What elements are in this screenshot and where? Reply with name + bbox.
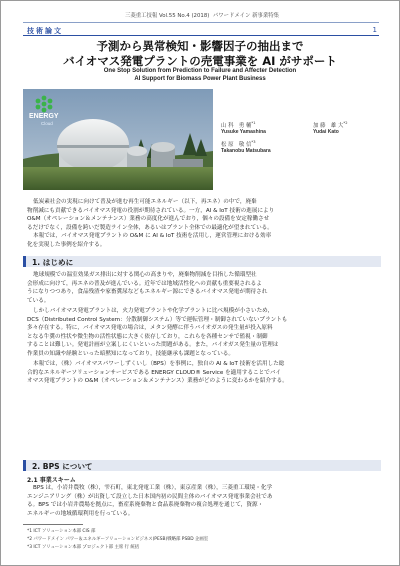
author-1-en: Yusuke Yamashina [221, 129, 266, 135]
title-en-line2: AI Support for Biomass Power Plant Business [134, 76, 266, 82]
section-2-body: BPS は，小岩井農牧（株），雫石町，東北発電工業（株），東京産業（株），三菱重工環境・化学 エンジニアリング（株）が出資して設立した日本国内初の民間主体のバイオマス発電事業会社であ る。BPS では小岩井農場を拠点に，畜産系廃棄物と食品系廃棄物の複合処理を通じて，資源・ エネルギーの地域循環利用を行っている。 [27, 485, 273, 517]
footnote-2: *2 パワードメイン パワー＆エネルギーソリューションビジネス(PESB)戦略部 PSBD 企画室 [27, 537, 209, 542]
journal-name: 三菱重工技報 Vol.55 No.4 (2018) [124, 13, 210, 19]
section-tag-rule [23, 35, 379, 36]
author-2-en: Yudai Kato [313, 129, 339, 135]
footnote-1: *1 ICT ソリューション本部 CIS 部 [27, 529, 96, 534]
logo-text: ENERGY [29, 113, 59, 120]
section-tag: 技術論文 [27, 27, 63, 35]
section-1-heading: 1. はじめに [23, 256, 381, 267]
title-jp-line2: バイオマス発電プラントの売電事業を AI がサポート [63, 54, 337, 68]
plant-photo-illustration [23, 89, 213, 190]
author-2: 加 藤 雄 大$^{*2}$ [313, 121, 348, 129]
header-rule [23, 22, 379, 23]
footnote-3: *3 ICT ソリューション本部 プロジェクト部 主席 行 統括 [27, 545, 140, 550]
author-1: 山 科 勇 輔$^{*1}$ [221, 121, 256, 129]
footnote-rule [23, 524, 83, 525]
section-1-body: 地球規模での温室効果ガス排出に対する関心の高まりや，廃棄物削減を目指した循環型社 会形成に向けて，再エネの普及が進んでいる。近年では地域活性化への貢献も重要視されるよ うになりつつあり，食品残渣や家畜糞尿などもエネルギー源にできるバイオマス発電が期待され ている。 しかしバイオマス発電プラントは，火力発電プラントや化学プラントに比べ規模が小さいため， DCS（Distributed Control System：分散制御システム）等で運転管理・制御されていないプラントも 多々存在する。特に，バイオマス発電の場合は，メタン発酵に伴うバイオガスの発生量が投入原料 となる牛糞の性状や微生物の活性状態に大きく依存しており，これらを各種センサで監視・制御 することは難しい。発電計画が立案しにくいといった問題がある。また，バイオガス発生量の管理は 作業員の知識や経験といった暗黙知になっており，技能継承も課題となっている。 本報では，（株）バイオマスパワーしずくいし（BPS）を事例に，独自の AI & IoT 技術を活用した総 合的なエネルギーソリューションサービスである ENERGY CLOUD® Service を適用することでバイ オマス発電プラントの O&M（オペレーション＆メンテナンス）業務がどのように変わるかを紹介する。 [27, 272, 288, 384]
journal-header [23, 11, 381, 19]
issue-theme: パワードメイン 新事業特集 [212, 13, 280, 19]
plant-photo [23, 89, 213, 190]
section-2-1-heading: 2.1 事業スキーム [27, 477, 76, 484]
logo-subtext: Cloud [41, 121, 53, 126]
page-number: 1 [372, 26, 377, 34]
abstract: 低炭素社会の実現に向けて普及が進む再生可能エネルギー（以下，再エネ）の中で，廃棄 物削減にも貢献できるバイオマス発電の役割が期待されている。一方，AI & IoT 技術の進展により O&M（オペレーション＆メンテナンス）業務の高度化が進んでおり，個々の設備を安定稼働させ るだけでなく，設備を跨いだ製造ライン全体，あるいはプラント全体での最適化が望まれている。 本報では，バイオマス発電プラントの O&M に AI & IoT 技術を活用し，運営管理における効率 化を実現した事例を紹介する。 [27, 199, 275, 248]
title-jp-line1: 予測から異常検知・影響因子の抽出まで [96, 39, 304, 53]
author-3-en: Takanobu Matsubara [221, 148, 271, 154]
section-2-heading: 2. BPS について [23, 460, 381, 471]
author-3: 松 原 敬 信$^{*3}$ [221, 140, 256, 148]
title-en-line1: One Stop Solution from Prediction to Failure and Affecter Detection [103, 68, 297, 74]
